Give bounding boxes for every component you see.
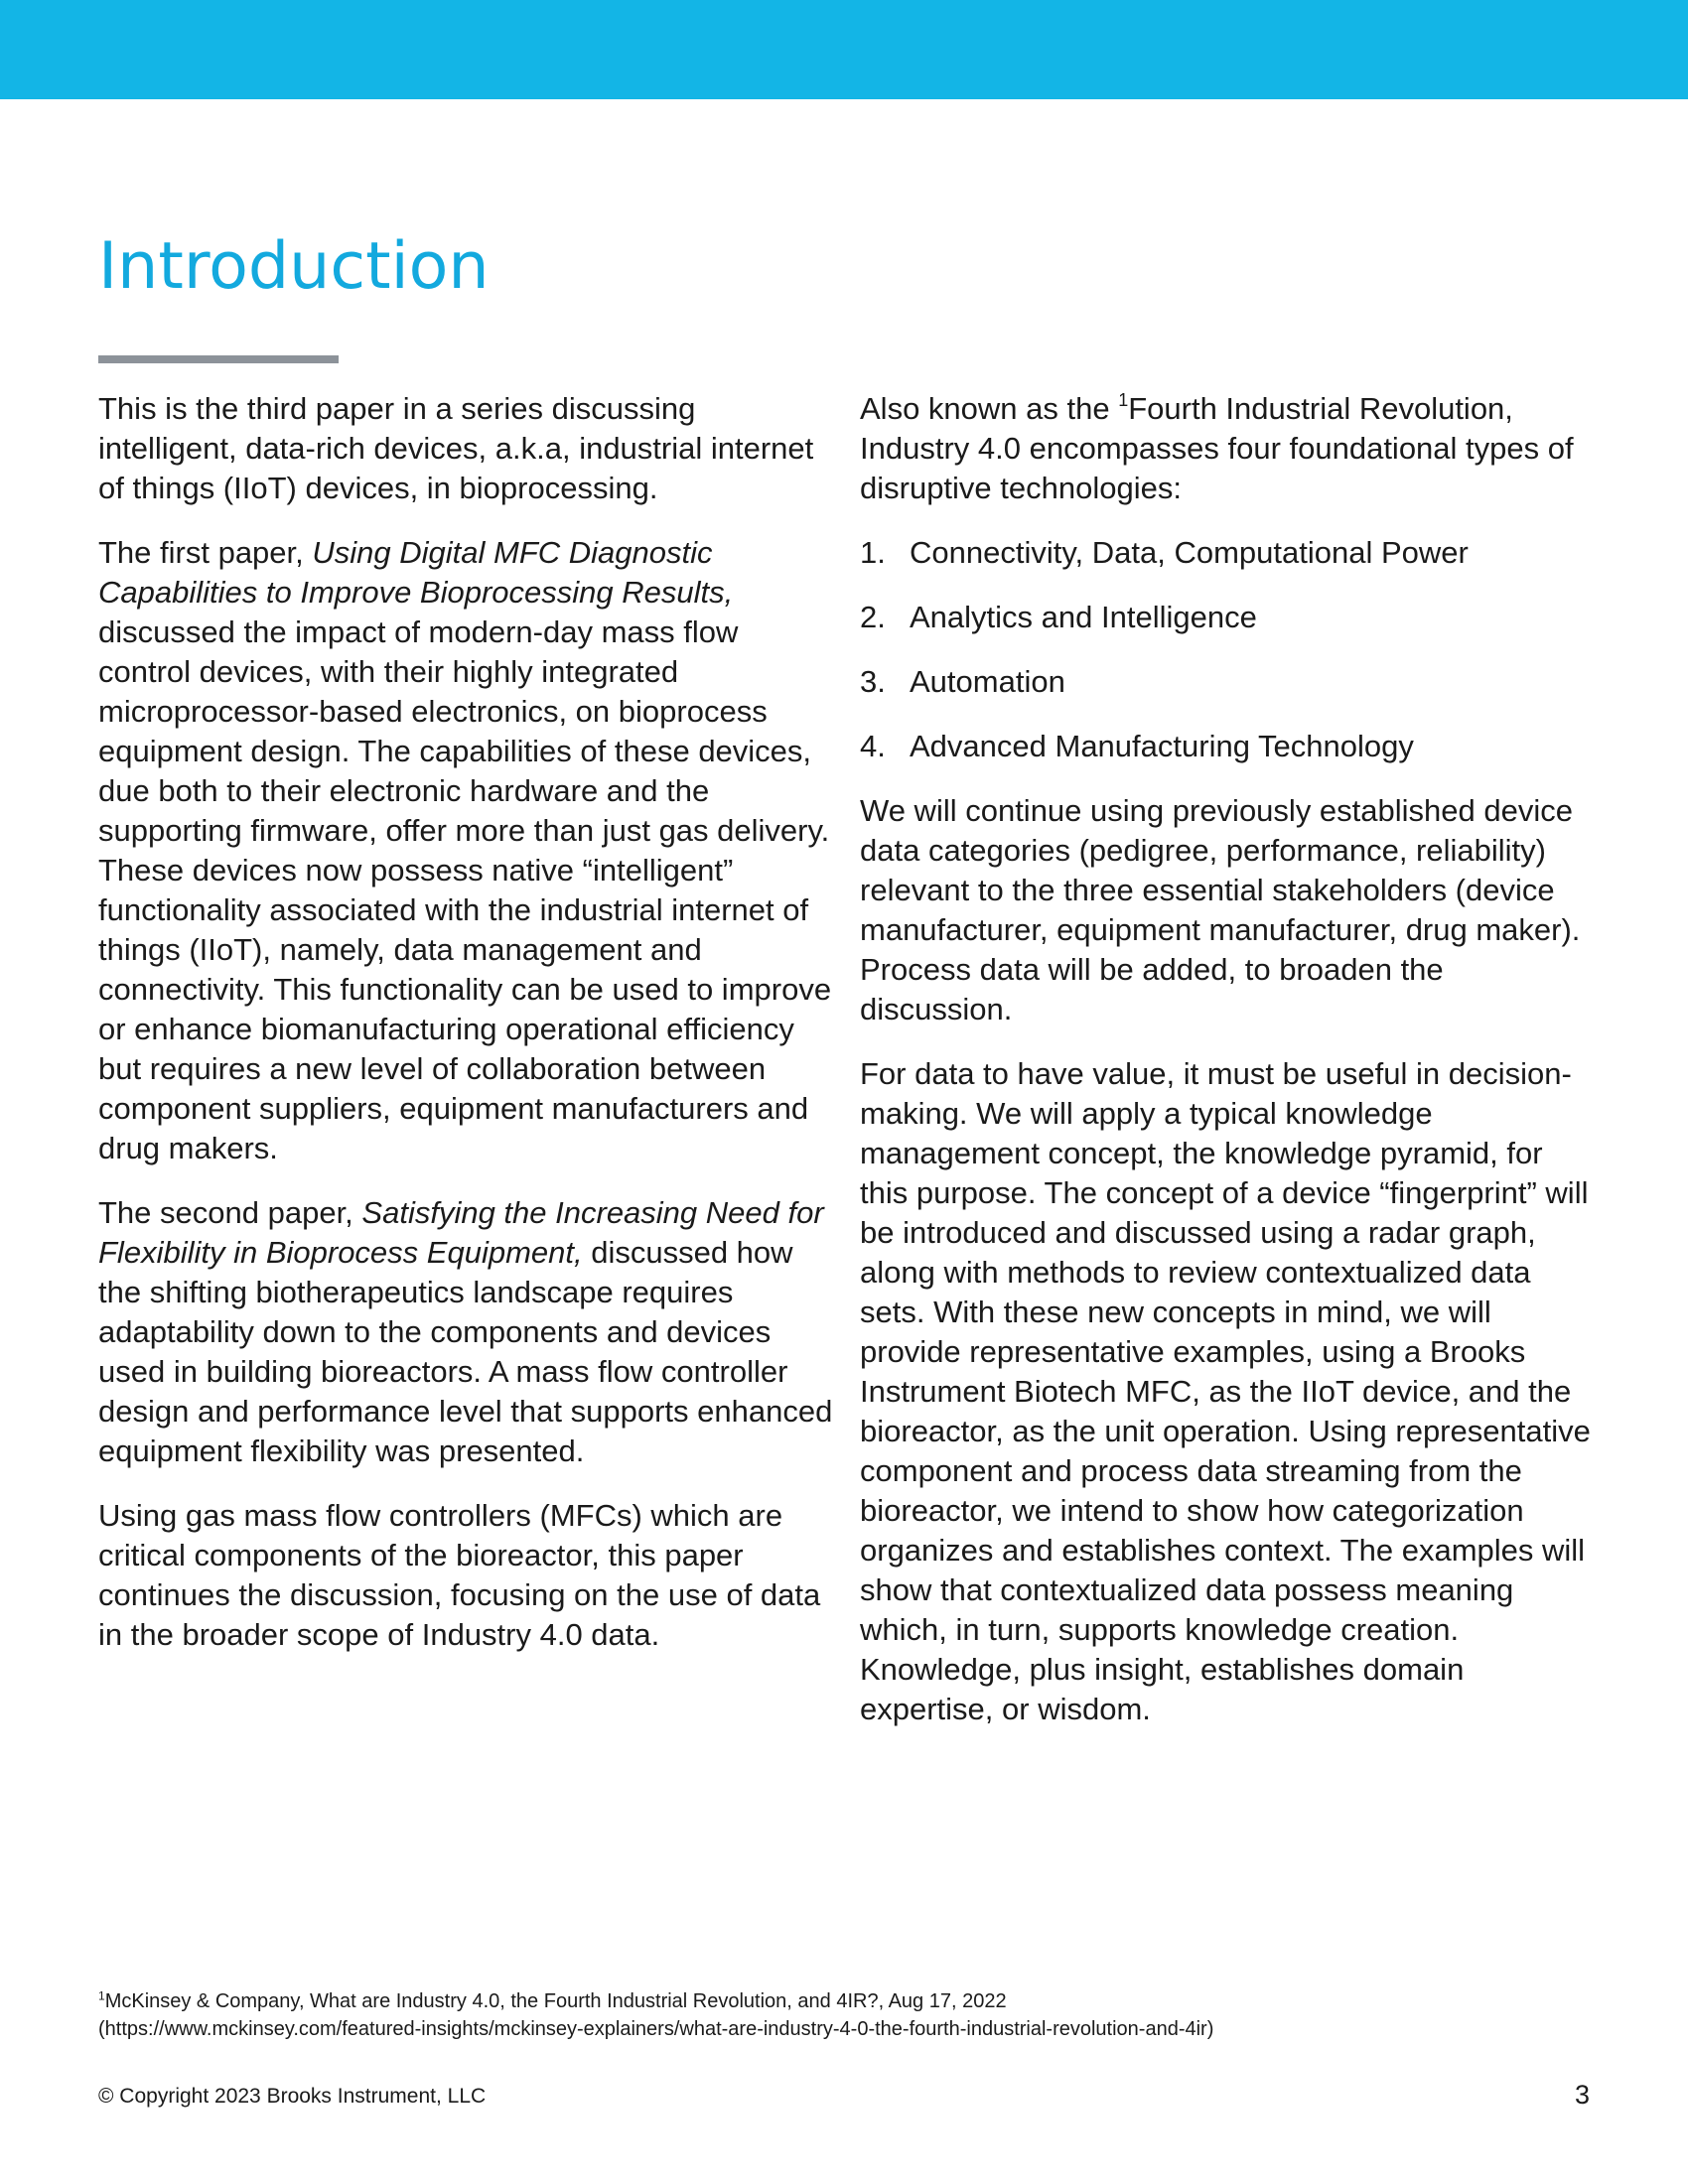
paragraph-text: The first paper, <box>98 535 313 570</box>
list-item <box>860 533 1595 573</box>
intro-paragraph-4: Using gas mass flow controllers (MFCs) which are critical components of the bioreactor, this paper continues the discussion, focusing on the use of data in the broader scope of Industry 4.0 data. <box>98 1498 821 1652</box>
intro-paragraph-2 <box>98 533 833 1168</box>
title-underline <box>98 355 339 363</box>
list-text: Advanced Manufacturing Technology <box>910 729 1414 763</box>
intro-paragraph-1: This is the third paper in a series discussing intelligent, data-rich devices, a.k.a, industrial internet of things (IIoT) devices, in bioprocessing. <box>98 391 814 505</box>
list-item <box>860 727 1595 766</box>
list-number: 3. <box>860 664 886 699</box>
list-text: Connectivity, Data, Computational Power <box>910 535 1469 570</box>
first-paper-title: Using Digital MFC Diagnostic Capabilities to Improve Bioprocessing Results, <box>98 535 734 610</box>
footnote-citation: McKinsey & Company, What are Industry 4.0, the Fourth Industrial Revolution, and 4IR?, Aug 17, 2022 <box>104 1990 1007 2012</box>
second-paper-title: Satisfying the Increasing Need for Flexibility in Bioprocess Equipment, <box>98 1195 824 1270</box>
list-number: 4. <box>860 729 886 763</box>
right-column <box>860 389 1595 1754</box>
data-categories-paragraph: We will continue using previously established device data categories (pedigree, performance, reliability) relevant to the three essential stakeholders (device manufacturer, equipment manufacturer, drug maker). Process data will be added, to broaden the discussion. <box>860 793 1581 1026</box>
paragraph-text: discussed how the shifting biotherapeutics landscape requires adaptability down to the components and devices used in building bioreactors. A mass flow controller design and performance level that supports enhanced equipment flexibility was presented. <box>98 1235 833 1468</box>
list-item <box>860 598 1595 637</box>
footnote-reference: 1 <box>1118 389 1129 410</box>
list-item <box>860 662 1595 702</box>
footnote <box>98 1987 1213 2043</box>
data-value-paragraph: For data to have value, it must be useful in decision-making. We will apply a typical knowledge management concept, the knowledge pyramid, for this purpose. The concept of a device “fingerprint” will be introduced and discussed using a radar graph, along with methods to review contextualized data sets. With these new concepts in mind, we will provide representative examples, using a Brooks Instrument Biotech MFC, as the IIoT device, and the bioreactor, as the unit operation. Using representative component and process data streaming from the bioreactor, we intend to show how categorization organizes and establishes context. The examples will show that contextualized data possess meaning which, in turn, supports knowledge creation. Knowledge, plus insight, establishes domain expertise, or wisdom. <box>860 1056 1591 1726</box>
paragraph-text: discussed the impact of modern-day mass flow control devices, with their highly integrated microprocessor-based electronics, on bioprocess equipment design. The capabilities of these devices, due both to their electronic hardware and the supporting firmware, offer more than just gas delivery. These devices now possess native “intelligent” functionality associated with the industrial internet of things (IIoT), namely, data management and connectivity. This functionality can be used to improve or enhance biomanufacturing operational efficiency but requires a new level of collaboration between component suppliers, equipment manufacturers and drug makers. <box>98 614 832 1165</box>
list-number: 1. <box>860 535 886 570</box>
footnote-line-2: (https://www.mckinsey.com/featured-insights/mckinsey-explainers/what-are-industry-4-0-the-fourth-industrial-revolution-and-4ir) <box>98 2018 1214 2040</box>
footnote-line-1 <box>98 1987 1213 2015</box>
left-column <box>98 389 833 1680</box>
list-text: Automation <box>910 664 1065 699</box>
page-number: 3 <box>1574 2080 1590 2110</box>
technology-list <box>860 533 1595 766</box>
paragraph-text: The second paper, <box>98 1195 362 1230</box>
intro-paragraph-3 <box>98 1193 833 1471</box>
list-text: Analytics and Intelligence <box>910 600 1257 634</box>
footnote-marker: 1 <box>98 1988 105 2003</box>
page-title: Introduction <box>98 229 490 304</box>
header-brand-bar <box>0 0 1688 99</box>
industry-4-paragraph <box>860 389 1595 508</box>
copyright-notice: © Copyright 2023 Brooks Instrument, LLC <box>98 2085 487 2108</box>
list-number: 2. <box>860 600 886 634</box>
paragraph-text: Fourth Industrial Revolution, Industry 4.0 encompasses four foundational types of disruptive technologies: <box>860 391 1574 505</box>
paragraph-text: Also known as the <box>860 391 1119 426</box>
